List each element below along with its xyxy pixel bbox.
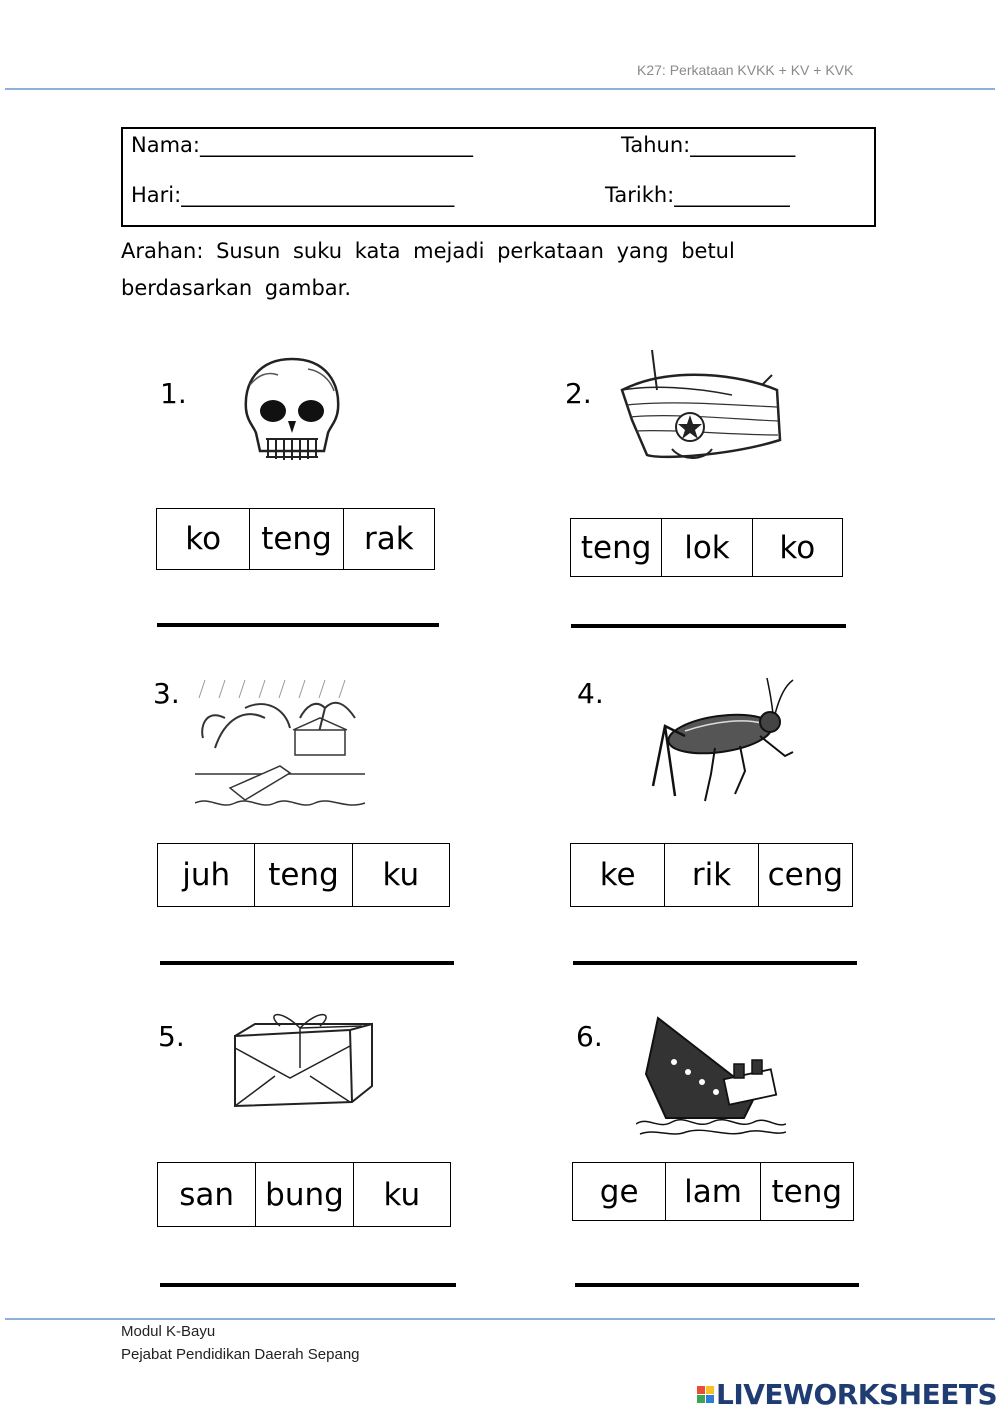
syllable-tile[interactable]: rik bbox=[665, 844, 758, 906]
name-blank: __________________________ bbox=[199, 133, 473, 157]
syllable-tile[interactable]: teng bbox=[771, 1173, 843, 1210]
storm-scene-icon bbox=[195, 678, 367, 818]
liveworksheets-brand[interactable] bbox=[697, 1378, 997, 1411]
answer-line-4[interactable] bbox=[573, 961, 857, 965]
syllable-tile[interactable]: ko bbox=[779, 529, 816, 566]
name-field[interactable] bbox=[131, 133, 473, 157]
syllable-tile[interactable]: rak bbox=[363, 521, 414, 557]
syllable-tile[interactable]: bung bbox=[256, 1163, 353, 1226]
cricket-icon bbox=[645, 676, 797, 806]
question-number-2: 2. bbox=[565, 377, 592, 410]
footer-office: Pejabat Pendidikan Daerah Sepang bbox=[121, 1346, 360, 1363]
header-divider bbox=[5, 88, 995, 90]
answer-line-5[interactable] bbox=[160, 1283, 456, 1287]
day-blank: __________________________ bbox=[181, 183, 455, 207]
date-blank: ___________ bbox=[674, 183, 790, 207]
date-label: Tarikh: bbox=[605, 183, 675, 207]
year-field[interactable] bbox=[621, 133, 795, 157]
student-info-box bbox=[121, 127, 876, 227]
question-number-4: 4. bbox=[577, 677, 604, 710]
day-field[interactable] bbox=[131, 183, 454, 207]
syllable-boxes-3 bbox=[157, 843, 450, 907]
answer-line-2[interactable] bbox=[571, 624, 846, 628]
syllable-boxes-6 bbox=[572, 1162, 854, 1221]
syllable-tile[interactable]: teng bbox=[255, 844, 352, 906]
year-blank: __________ bbox=[690, 133, 796, 157]
syllable-tile[interactable]: lok bbox=[662, 519, 752, 576]
syllable-tile[interactable]: teng bbox=[250, 509, 343, 569]
instruction-text: Arahan: Susun suku kata mejadi perkataan yang betul berdasarkan gambar. bbox=[121, 239, 735, 300]
date-field[interactable] bbox=[605, 183, 790, 207]
day-label: Hari: bbox=[131, 183, 182, 207]
footer-divider bbox=[5, 1318, 995, 1320]
songkok-icon bbox=[612, 345, 787, 475]
answer-line-6[interactable] bbox=[575, 1283, 859, 1287]
syllable-tile[interactable]: ke bbox=[571, 844, 665, 906]
liveworksheets-logo-icon bbox=[697, 1386, 714, 1403]
document-code: K27: Perkataan KVKK + KV + KVK bbox=[637, 62, 854, 78]
sinking-ship-icon bbox=[636, 1014, 786, 1139]
footer-module: Modul K-Bayu bbox=[121, 1323, 216, 1340]
syllable-tile[interactable]: ge bbox=[573, 1163, 666, 1220]
name-label: Nama: bbox=[131, 133, 200, 157]
syllable-tile[interactable]: lam bbox=[666, 1163, 760, 1220]
syllable-tile[interactable]: teng bbox=[571, 519, 662, 576]
year-label: Tahun: bbox=[621, 133, 691, 157]
syllable-tile[interactable]: ku bbox=[382, 857, 420, 893]
skull-icon bbox=[238, 355, 346, 467]
syllable-tile[interactable]: san bbox=[158, 1163, 256, 1226]
syllable-tile[interactable]: ku bbox=[383, 1176, 421, 1213]
syllable-boxes-4 bbox=[570, 843, 853, 907]
syllable-tile[interactable]: ceng bbox=[767, 857, 844, 893]
parcel-icon bbox=[230, 1008, 378, 1110]
syllable-boxes-5 bbox=[157, 1162, 451, 1227]
question-number-3: 3. bbox=[153, 677, 180, 710]
syllable-tile[interactable]: juh bbox=[158, 844, 255, 906]
syllable-tile[interactable]: ko bbox=[157, 509, 250, 569]
answer-line-1[interactable] bbox=[157, 623, 439, 627]
syllable-boxes-1 bbox=[156, 508, 435, 570]
syllable-boxes-2 bbox=[570, 518, 843, 577]
question-number-1: 1. bbox=[160, 377, 187, 410]
answer-line-3[interactable] bbox=[160, 961, 454, 965]
question-number-5: 5. bbox=[158, 1020, 185, 1053]
brand-name: LIVEWORKSHEETS bbox=[716, 1378, 998, 1411]
question-number-6: 6. bbox=[576, 1020, 603, 1053]
